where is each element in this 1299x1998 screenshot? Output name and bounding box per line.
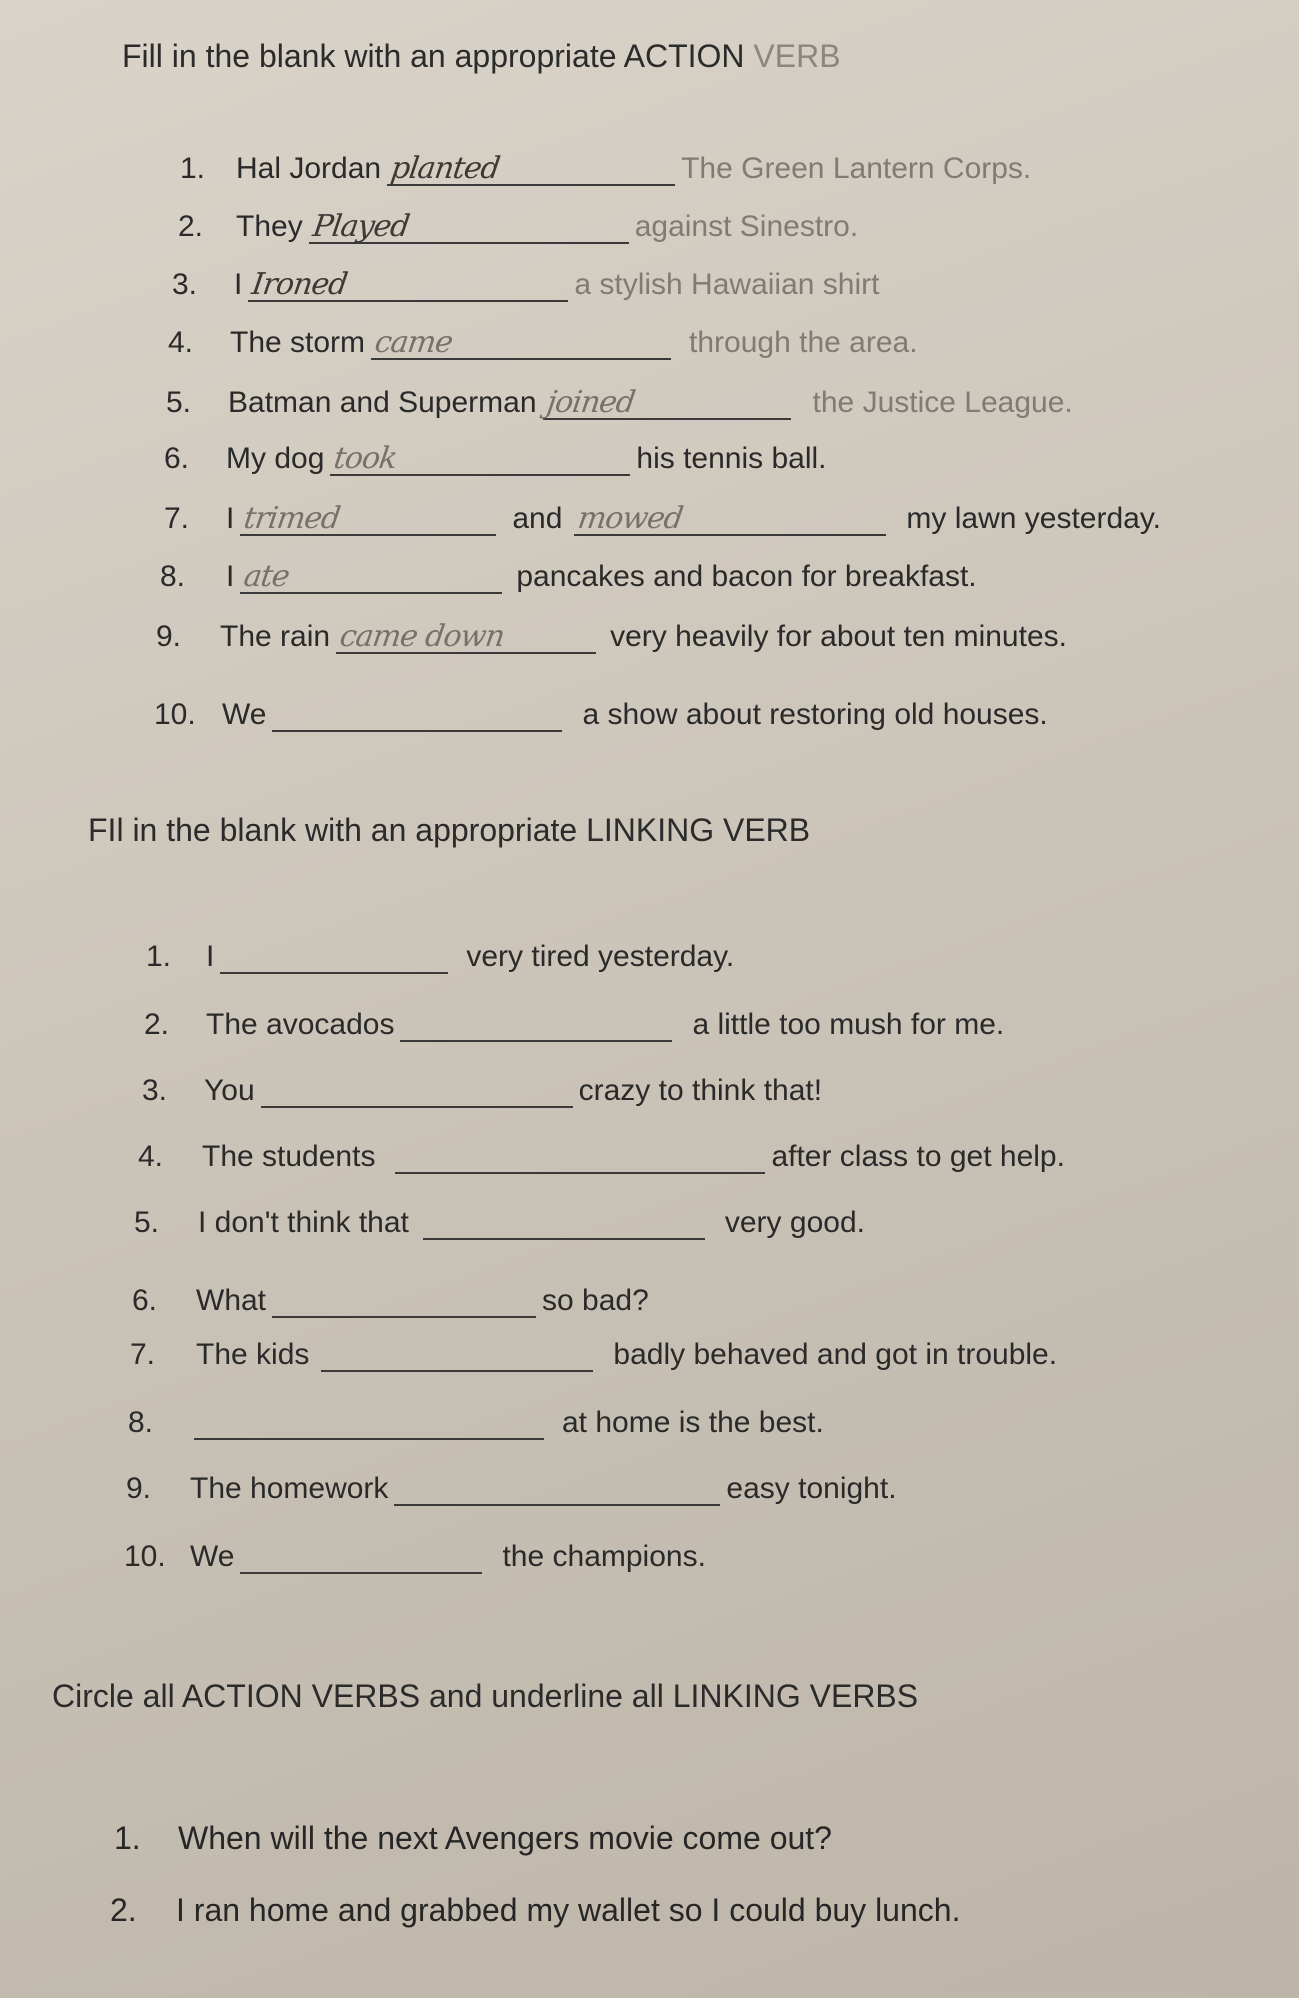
answer-blank[interactable] xyxy=(330,440,630,476)
action-verb-heading xyxy=(122,38,841,75)
action-item-6 xyxy=(164,440,827,476)
answer-blank[interactable] xyxy=(394,1470,720,1506)
item-before: Hal Jordan xyxy=(236,152,382,185)
linking-item-6 xyxy=(132,1270,649,1318)
item-before: We xyxy=(222,698,267,731)
item-number: 6. xyxy=(164,442,190,475)
item-after: crazy to think that! xyxy=(578,1074,823,1107)
item-after: a little too mush for me. xyxy=(692,1008,1005,1041)
item-after: very good. xyxy=(724,1206,865,1239)
item-number: 1. xyxy=(146,940,172,973)
item-number: 3. xyxy=(142,1074,168,1107)
answer-blank[interactable] xyxy=(543,384,791,420)
handwritten-answer: joined xyxy=(544,385,637,420)
item-before: The rain xyxy=(220,620,331,653)
item-before: I xyxy=(226,502,235,535)
action-item-10 xyxy=(154,682,1048,732)
item-before: They xyxy=(236,210,303,243)
item-after: so bad? xyxy=(542,1284,649,1317)
item-number: 8. xyxy=(128,1406,154,1439)
sentence-text[interactable]: When will the next Avengers movie come out? xyxy=(178,1820,832,1856)
handwritten-answer: ate xyxy=(241,559,292,594)
handwritten-answer: came down xyxy=(337,619,507,654)
item-number: 4. xyxy=(168,326,194,359)
heading-text: Fill in the blank with an appropriate ACTION xyxy=(122,38,754,74)
linking-item-8 xyxy=(128,1404,824,1440)
item-before: The avocados xyxy=(206,1008,395,1041)
answer-blank[interactable] xyxy=(194,1404,544,1440)
item-number: 6. xyxy=(132,1284,158,1317)
item-before: The students xyxy=(202,1140,376,1173)
item-after: badly behaved and got in trouble. xyxy=(613,1338,1058,1371)
linking-item-4 xyxy=(138,1138,1065,1174)
item-number: 2. xyxy=(178,210,204,243)
linking-item-5 xyxy=(134,1204,865,1240)
item-number: 5. xyxy=(166,386,192,419)
action-item-7 xyxy=(164,500,1161,536)
linking-item-1 xyxy=(146,938,734,974)
item-after: easy tonight. xyxy=(726,1472,897,1505)
answer-blank[interactable] xyxy=(371,324,671,360)
item-number: 9. xyxy=(156,620,182,653)
item-before: What xyxy=(196,1284,267,1317)
item-after: after class to get help. xyxy=(771,1140,1065,1173)
action-item-8 xyxy=(160,558,977,594)
answer-blank[interactable] xyxy=(240,558,502,594)
item-before: Batman and Superman xyxy=(228,386,537,419)
answer-blank[interactable] xyxy=(387,150,675,186)
item-after: against Sinestro. xyxy=(634,210,859,243)
action-item-9 xyxy=(156,618,1067,654)
handwritten-answer: trimed xyxy=(241,501,343,536)
item-after: a show about restoring old houses. xyxy=(582,698,1048,731)
linking-item-7 xyxy=(130,1336,1057,1372)
answer-blank[interactable] xyxy=(321,1336,593,1372)
item-after: my lawn yesterday. xyxy=(906,502,1161,535)
item-after: the Justice League. xyxy=(812,386,1073,419)
item-number: 2. xyxy=(110,1892,137,1928)
sentence-item-1 xyxy=(114,1820,832,1857)
action-item-1 xyxy=(180,150,1031,186)
item-after: a stylish Hawaiian shirt xyxy=(574,268,880,301)
item-number: 8. xyxy=(160,560,186,593)
answer-blank[interactable] xyxy=(240,500,496,536)
linking-item-2 xyxy=(144,1006,1004,1042)
handwritten-answer: took xyxy=(332,441,400,476)
item-number: 9. xyxy=(126,1472,152,1505)
item-after: very heavily for about ten minutes. xyxy=(610,620,1067,653)
item-middle: and xyxy=(512,502,563,535)
item-before: The kids xyxy=(196,1338,310,1371)
item-number: 5. xyxy=(134,1206,160,1239)
item-after: The Green Lantern Corps. xyxy=(681,152,1032,185)
item-after: at home is the best. xyxy=(562,1406,824,1439)
action-item-4 xyxy=(168,324,918,360)
sentence-text[interactable]: I ran home and grabbed my wallet so I could buy lunch. xyxy=(176,1892,961,1928)
answer-blank-2[interactable] xyxy=(574,500,886,536)
handwritten-answer: Ironed xyxy=(249,267,350,302)
item-before: We xyxy=(190,1540,235,1573)
item-before: I xyxy=(226,560,235,593)
handwritten-answer-2: mowed xyxy=(576,501,686,536)
answer-blank[interactable] xyxy=(248,266,568,302)
item-after: through the area. xyxy=(689,326,918,359)
answer-blank[interactable] xyxy=(336,618,596,654)
linking-item-9 xyxy=(126,1470,897,1506)
heading-faded-text: VERB xyxy=(753,38,841,74)
answer-blank[interactable] xyxy=(400,1006,672,1042)
item-number: 1. xyxy=(180,152,206,185)
handwritten-answer: Played xyxy=(310,209,411,244)
item-number: 10. xyxy=(124,1540,166,1573)
item-number: 2. xyxy=(144,1008,170,1041)
answer-blank[interactable] xyxy=(272,696,562,732)
handwritten-answer: planted xyxy=(388,151,502,186)
answer-blank[interactable] xyxy=(395,1138,765,1174)
linking-verb-heading: FIl in the blank with an appropriate LINKING VERB xyxy=(88,812,811,848)
item-before: You xyxy=(204,1074,255,1107)
action-item-5 xyxy=(166,384,1073,420)
answer-blank[interactable] xyxy=(309,208,629,244)
handwritten-answer: came xyxy=(372,325,455,360)
item-before: My dog xyxy=(226,442,325,475)
item-number: 4. xyxy=(138,1140,164,1173)
answer-blank[interactable] xyxy=(423,1204,705,1240)
item-before: The homework xyxy=(190,1472,389,1505)
action-item-3 xyxy=(172,266,879,302)
sentence-item-2 xyxy=(110,1892,960,1929)
item-after: pancakes and bacon for breakfast. xyxy=(516,560,977,593)
item-number: 3. xyxy=(172,268,198,301)
item-after: his tennis ball. xyxy=(636,442,827,475)
item-before: The storm xyxy=(230,326,366,359)
item-after: very tired yesterday. xyxy=(466,940,735,973)
item-number: 10. xyxy=(154,698,196,731)
item-before: I don't think that xyxy=(198,1206,409,1239)
answer-blank[interactable] xyxy=(272,1282,536,1318)
item-number: 1. xyxy=(114,1820,141,1856)
item-number: 7. xyxy=(164,502,190,535)
item-after: the champions. xyxy=(502,1540,706,1573)
linking-item-3 xyxy=(142,1072,822,1108)
answer-blank[interactable] xyxy=(261,1072,573,1108)
item-before: I xyxy=(206,940,215,973)
item-number: 7. xyxy=(130,1338,156,1371)
linking-item-10 xyxy=(124,1538,706,1574)
item-before: I xyxy=(234,268,243,301)
circle-underline-heading: Circle all ACTION VERBS and underline all LINKING VERBS xyxy=(52,1678,919,1714)
answer-blank[interactable] xyxy=(220,938,448,974)
answer-blank[interactable] xyxy=(240,1538,482,1574)
action-item-2 xyxy=(178,208,858,244)
